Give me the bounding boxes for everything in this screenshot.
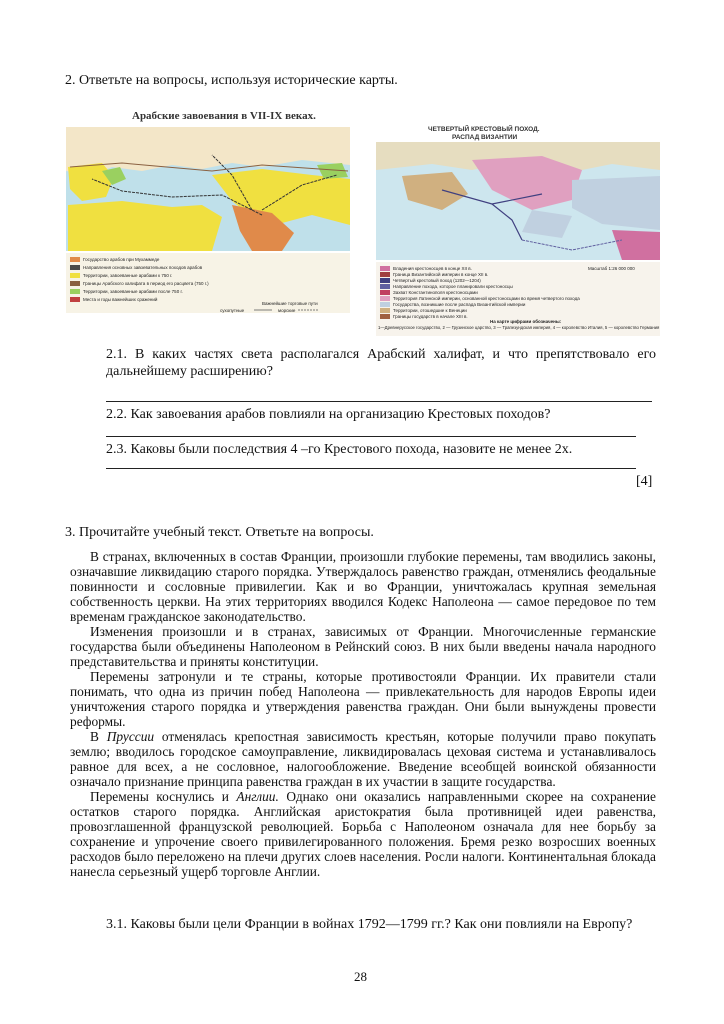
paragraph-text: Перемены затронули и те страны, которые противостояли Франции. Их правители стали понимать, что одна из причин побед Наполеона — привлекательность для народов Европы идеи уничтожения старого порядка и утверждения равенства граждан. Они были вынуждены провести реформы. — [70, 669, 656, 729]
map2-note-text: 1—Древнерусское государство, 2 — Грузинское царство, 3 — Трапезундская империя, 4 — королевство Италия, 5 — королевство Германия — [378, 325, 660, 330]
map2-legend-swatch — [380, 296, 390, 301]
map2-note-title: На карте цифрами обозначены: — [490, 319, 562, 324]
answer-line-2-2[interactable] — [106, 436, 636, 437]
map-arab-conquests — [62, 105, 354, 317]
map2-legend-label: Государства, возникшие после распада Византийской империи — [393, 302, 526, 307]
map2-legend-label: Границы государств в начале XIII в. — [393, 314, 468, 319]
map1-legend-swatch — [70, 281, 80, 286]
map1-legend-label: Территории, завоеванные арабами к 750 г. — [83, 273, 173, 278]
trade-routes-label: Важнейшие торговые пути — [262, 301, 318, 306]
reading-paragraph — [70, 789, 656, 879]
question-2-3: 2.3. Каковы были последствия 4 –го Крестового похода, назовите не менее 2х. — [106, 442, 573, 457]
map2-legend-swatch — [380, 302, 390, 307]
reading-paragraph — [70, 729, 656, 789]
map2-legend-swatch — [380, 314, 390, 319]
map2-legend-label: Граница Византийской империи в конце XII в. — [393, 272, 489, 277]
map2-legend-swatch — [380, 290, 390, 295]
map2-legend-swatch — [380, 308, 390, 313]
paragraph-text: В — [90, 729, 107, 744]
map-fourth-crusade — [372, 120, 664, 338]
land-routes-label: сухопутные — [220, 308, 245, 313]
paragraph-text: В странах, включенных в состав Франции, произошли глубокие перемены, там вводились законы, означавшие ликвидацию старого порядка. Утверждалось равенство граждан, отменялись феодальные повинности и сословные привилегии. Как и во Франции, уничтожалась крупная земельная собственность церкви. На этих территориях вводился Кодекс Наполеона — самое передовое по тем временам гражданское законодательство. — [70, 549, 656, 624]
map1-legend-label: Границы Арабского халифата в период его расцвета (750 г.) — [83, 281, 209, 286]
map1-legend-label: Места и годы важнейших сражений — [83, 297, 158, 302]
task2-heading: 2. Ответьте на вопросы, используя исторические карты. — [65, 73, 398, 88]
question-2-2: 2.2. Как завоевания арабов повлияли на организацию Крестовых походов? — [106, 407, 551, 422]
map2-legend-label: Направление похода, которое планировали крестоносцы — [393, 284, 513, 289]
sea-routes-label: морские — [278, 308, 296, 313]
paragraph-text: Однако они оказались направленными скорее на сохранение остатков старого порядка. Английская аристократия была противницей идеи равенства, провозглашенной французской революцией. Борьба с Наполеоном означала для нее борьбу за сохранение и упрочение своего привилегированного положения. Бремя резко возросших военных расходов было переложено на плечи других слоев населения. Росли налоги. Континентальная блокада нанесла серьезный ущерб торговле Англии. — [70, 789, 657, 879]
map2-legend-swatch — [380, 266, 390, 271]
map2-legend-label: Владения крестоносцев в конце XII в. — [393, 266, 472, 271]
map2-title-line1: ЧЕТВЕРТЫЙ КРЕСТОВЫЙ ПОХОД. — [428, 126, 540, 133]
map1-title: Арабские завоевания в VII-IX веках. — [132, 110, 316, 122]
paragraph-text: Перемены коснулись и — [90, 789, 237, 804]
map2-legend-label: Захват Константинополя крестоносцами — [393, 290, 478, 295]
map1-legend-label: Государство арабов при Мухаммеде — [83, 257, 160, 262]
answer-line-2-3[interactable] — [106, 468, 636, 469]
map2-legend-swatch — [380, 272, 390, 277]
italic-term: Пруссии — [106, 729, 155, 744]
map2-legend-label: Четвертый крестовый поход (1202—1204) — [393, 278, 481, 283]
reading-paragraph — [70, 669, 656, 729]
answer-line-2-1[interactable] — [106, 401, 652, 402]
map1-legend-label: Территории, завоеванные арабами после 750 г. — [83, 289, 183, 294]
reading-paragraph — [70, 624, 656, 669]
question-3-1: 3.1. Каковы были цели Франции в войнах 1792—1799 гг.? Как они повлияли на Европу? — [106, 917, 633, 932]
page-number: 28 — [354, 969, 367, 984]
reading-paragraph — [70, 549, 656, 624]
map1-legend-swatch — [70, 297, 80, 302]
map2-legend-swatch — [380, 278, 390, 283]
map2-legend-swatch — [380, 284, 390, 289]
map2-scale: Масштаб 1:26 000 000 — [588, 266, 635, 271]
map2-legend-label: Территория Латинской империи, основанной крестоносцами во время четвертого похода — [393, 296, 580, 301]
map1-legend-swatch — [70, 273, 80, 278]
map1-legend-label: Направления основных завоевательных походов арабов — [83, 265, 203, 270]
reading-text — [70, 549, 656, 879]
map1-legend-swatch — [70, 257, 80, 262]
paragraph-text: Изменения произошли и в странах, зависимых от Франции. Многочисленные германские государства были объединены Наполеоном в Рейнский союз. В них были введены начала народного представительства и приняты конституции. — [70, 624, 656, 669]
paragraph-text: отменялась крепостная зависимость крестьян, которые получили право покупать землю; вводилось городское самоуправление, ликвидировалась цеховая система и устанавливалось равное для всех, а не сословное, налогообложение. Введение всеобщей воинской обязанности означало признание принципа равенства граждан в их участии в защите государства. — [70, 729, 657, 789]
question-2-1: 2.1. В каких частях света располагался Арабский халифат, и что препятствовало его дальнейшему расширению? — [106, 347, 656, 379]
score-badge: [4] — [636, 474, 653, 489]
task3-heading: 3. Прочитайте учебный текст. Ответьте на вопросы. — [65, 525, 374, 540]
map1-legend-swatch — [70, 265, 80, 270]
map2-title-line2: РАСПАД ВИЗАНТИИ — [452, 134, 518, 141]
map1-legend-swatch — [70, 289, 80, 294]
italic-term: Англии. — [236, 789, 279, 804]
map2-legend-label: Территории, отошедшие к Венеции — [393, 308, 467, 313]
